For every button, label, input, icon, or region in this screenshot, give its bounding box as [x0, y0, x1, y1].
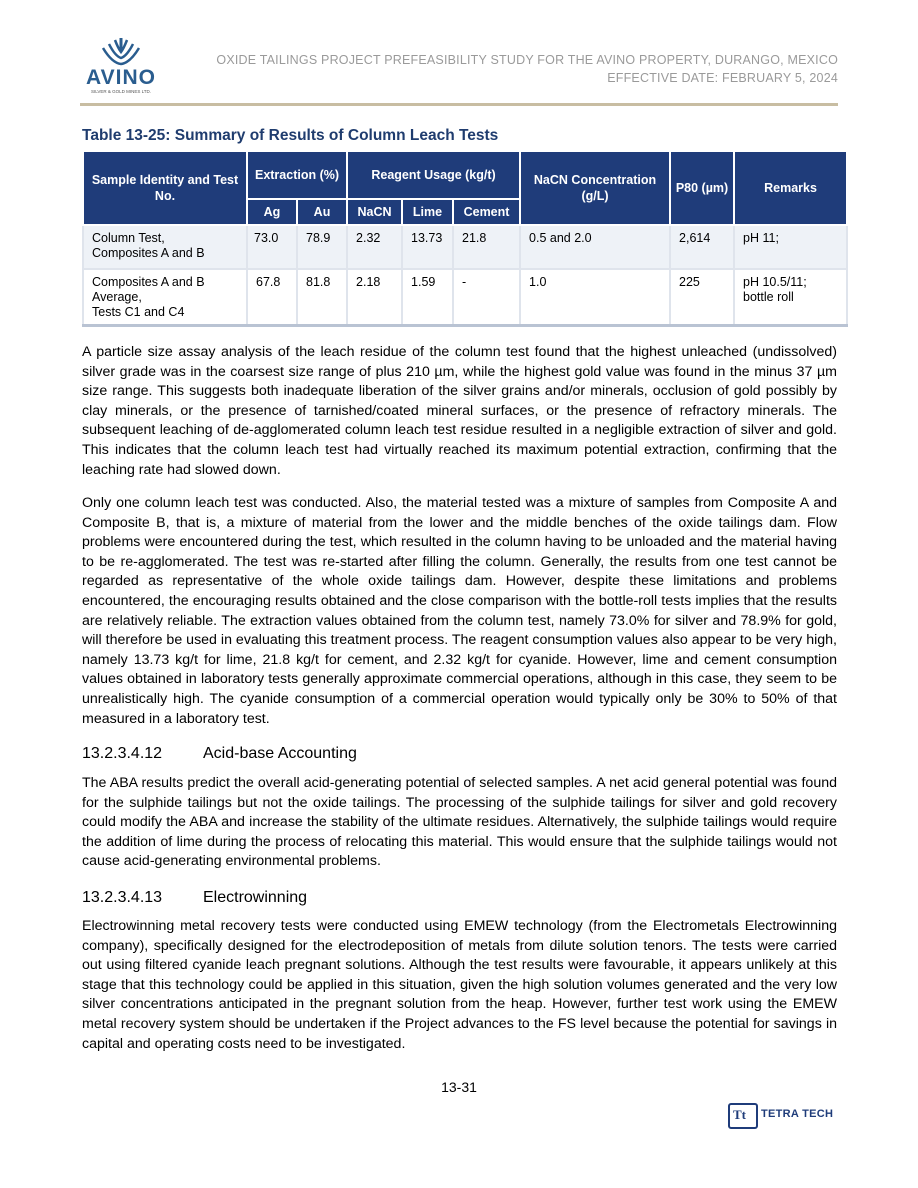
cell-nacn-concentration: 1.0	[520, 269, 670, 326]
paragraph-column-leach: Only one column leach test was conducted. Also, the material tested was a mixture of samples from Composite A and Composite B, that is, a mixture of material from the lower and the middle benches of the oxide tailings dam. Flow problems were encountered during the test, which resulted in the column having to be unloaded and the material having to be re-agglomerated. The test was re-started after filling the column. Generally, the results from one test cannot be regarded as representative of the whole oxide tailings dam. However, despite these limitations and problems encountered, the encouraging results obtained and the close comparison with the bottle-roll tests implies that the results are relatively reliable. The extraction values obtained from the column test, namely 73.0% for silver and 78.9% for gold, will therefore be used in evaluating this treatment process. The reagent consumption values also appear to be very high, namely 13.73 kg/t for lime, 21.8 kg/t for cement, and 2.32 kg/t for cyanide. However, lime and cement consumption values obtained in laboratory tests generally approximate commercial operations, although in this case, they seem to be unrealistically high. The cyanide consumption of a commercial operation would typically only be 30% to 50% of that measured in a laboratory test.	[82, 495, 837, 727]
results-table	[82, 150, 848, 327]
header-lime: Lime	[402, 199, 453, 225]
cell-remarks: pH 10.5/11; bottle roll	[734, 269, 847, 326]
paragraph-aba: The ABA results predict the overall acid-generating potential of selected samples. A net acid general potential was found for the sulphide tailings but not the oxide tailings. The processing of the sulphide tailings for silver and gold recovery could modify the ABA and increase the stability of the ultimate residues. Alternatively, the sulphide tailings would require the addition of lime during the process of relocating this material. This would ensure that the sulphide tailings would not cause acid-generating environmental problems.	[82, 775, 837, 870]
header-sample: Sample Identity and Test No.	[83, 151, 247, 225]
header-nacn-concentration: NaCN Concentration (g/L)	[520, 151, 670, 225]
cell-au: 81.8	[297, 269, 347, 326]
section-title: Electrowinning	[203, 889, 308, 906]
header-au: Au	[297, 199, 347, 225]
header-divider	[80, 103, 838, 106]
cell-cement: 21.8	[453, 225, 520, 269]
tetra-tech-wordmark: TETRA TECH	[761, 1108, 834, 1120]
header-ag: Ag	[247, 199, 297, 225]
header-cement: Cement	[453, 199, 520, 225]
cell-lime: 1.59	[402, 269, 453, 326]
cell-remarks: pH 11;	[734, 225, 847, 269]
paragraph-electrowinning: Electrowinning metal recovery tests were conducted using EMEW technology (from the Electrometals Electrowinning company), specifically designed for the electrodeposition of metals from dilute solution tenors. The tests were carried out using filtered cyanide leach pregnant solutions. Although the test results were favourable, it appears unlikely at this stage that this technology could be applied in this situation, given the high solution volumes generated and the very low silver concentrations anticipated in the pregnant solution from the heap. However, further test work using the EMEW metal recovery system should be undertaken if the Project advances to the FS level because the potential for savings in capital and operating costs need to be investigated.	[82, 918, 837, 1052]
table-title: Table 13-25: Summary of Results of Column Leach Tests	[82, 127, 499, 144]
cell-lime: 13.73	[402, 225, 453, 269]
cell-nacn: 2.32	[347, 225, 402, 269]
cell-sample: Composites A and B Average, Tests C1 and C4	[83, 269, 247, 326]
cell-sample: Column Test, Composites A and B	[83, 225, 247, 269]
paragraph-particle-size: A particle size assay analysis of the leach residue of the column test found that the highest unleached (undissolved) silver grade was in the coarsest size range of plus 210 µm, while the highest gold value was found in the minus 37 µm size range. This suggests both inadequate liberation of the silver grains and/or minerals, occlusion of gold possibly by clay minerals, or the presence of tarnished/coated mineral surfaces, or the presence of refractory minerals. The subsequent leaching of de-agglomerated column leach test residue resulted in a negligible extraction of silver and gold. This indicates that the column leach test had virtually reached its maximum potential extraction, confirming that the leaching rate had slowed down.	[82, 344, 837, 478]
cell-cement: -	[453, 269, 520, 326]
tetra-tech-mark: Tt	[733, 1107, 746, 1122]
table-row	[83, 269, 847, 326]
cell-nacn-concentration: 0.5 and 2.0	[520, 225, 670, 269]
cell-au: 78.9	[297, 225, 347, 269]
document-title: OXIDE TAILINGS PROJECT PREFEASIBILITY STUDY FOR THE AVINO PROPERTY, DURANGO, MEXICO	[216, 53, 838, 67]
header-reagent: Reagent Usage (kg/t)	[347, 151, 520, 199]
section-title: Acid-base Accounting	[203, 745, 357, 762]
header-extraction: Extraction (%)	[247, 151, 347, 199]
section-heading-electrowinning	[82, 889, 307, 907]
section-number: 13.2.3.4.12	[82, 745, 163, 762]
cell-ag: 73.0	[247, 225, 297, 269]
section-number: 13.2.3.4.13	[82, 889, 163, 906]
avino-logo	[84, 36, 158, 98]
table-row	[83, 225, 847, 269]
header-remarks: Remarks	[734, 151, 847, 225]
logo-wordmark: AVINO	[86, 66, 156, 89]
cell-ag: 67.8	[247, 269, 297, 326]
cell-p80: 225	[670, 269, 734, 326]
page-number: 13-31	[441, 1079, 477, 1095]
tetra-tech-logo-icon	[728, 1103, 758, 1129]
avino-logo-icon	[98, 36, 144, 66]
header-p80: P80 (µm)	[670, 151, 734, 225]
effective-date: EFFECTIVE DATE: FEBRUARY 5, 2024	[607, 71, 838, 85]
header-nacn: NaCN	[347, 199, 402, 225]
cell-nacn: 2.18	[347, 269, 402, 326]
section-heading-aba	[82, 745, 357, 763]
logo-subtext: SILVER & GOLD MINES LTD.	[90, 89, 152, 94]
cell-p80: 2,614	[670, 225, 734, 269]
